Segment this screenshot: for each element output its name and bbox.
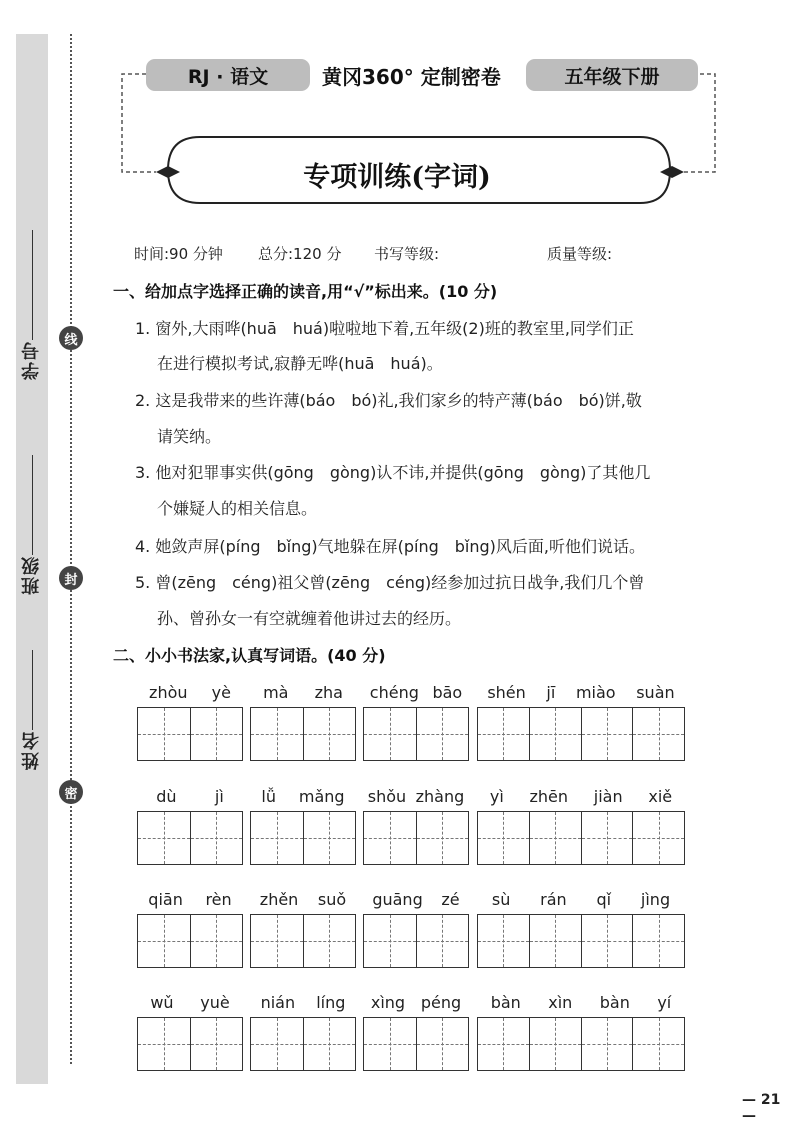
pinyin-syllable: yè — [211, 683, 231, 702]
pinyin-row — [363, 993, 469, 1012]
class-field[interactable] — [18, 455, 46, 595]
word-grid[interactable] — [137, 890, 243, 970]
pinyin-syllable: jìng — [640, 890, 671, 909]
pinyin-syllable: rán — [540, 890, 567, 909]
pinyin-row — [250, 787, 356, 806]
tianzige-grid — [250, 811, 356, 865]
pinyin-row — [250, 890, 356, 909]
pinyin-syllable: qiān — [148, 890, 183, 909]
writing-cell[interactable] — [478, 812, 529, 864]
writing-cell[interactable] — [416, 708, 469, 760]
writing-cell[interactable] — [364, 915, 416, 967]
question-5-line2: 孙、曾孙女一有空就缠着他讲过去的经历。 — [157, 609, 462, 628]
word-grid[interactable] — [250, 787, 356, 867]
tianzige-grid — [250, 707, 356, 761]
writing-cell[interactable] — [251, 1018, 303, 1070]
writing-cell[interactable] — [190, 1018, 243, 1070]
section1-title: 一、给加点字选择正确的读音,用“√”标出来。(10 分) — [113, 282, 498, 301]
time-info: 时间:90 分钟 — [134, 245, 223, 263]
name-underline — [32, 650, 33, 730]
writing-cell[interactable] — [190, 812, 243, 864]
pinyin-row — [250, 683, 356, 702]
writing-cell[interactable] — [632, 915, 684, 967]
writing-cell[interactable] — [478, 708, 529, 760]
tianzige-grid — [477, 1017, 685, 1071]
pinyin-syllable: zhēn — [529, 787, 569, 806]
writing-cell[interactable] — [138, 1018, 190, 1070]
section2-title: 二、小小书法家,认真写词语。(40 分) — [113, 646, 386, 665]
id-underline — [32, 230, 33, 340]
pinyin-row — [137, 683, 243, 702]
writing-cell[interactable] — [364, 812, 416, 864]
pinyin-syllable: bàn — [599, 993, 630, 1012]
writing-cell[interactable] — [529, 812, 581, 864]
writing-cell[interactable] — [251, 812, 303, 864]
pinyin-syllable: guāng — [372, 890, 423, 909]
writing-cell[interactable] — [303, 915, 356, 967]
writing-grade: 书写等级: — [374, 245, 440, 263]
pinyin-syllable: suàn — [636, 683, 675, 702]
question-1-line2: 在进行模拟考试,寂静无哗(huā huá)。 — [157, 354, 443, 373]
writing-cell[interactable] — [190, 915, 243, 967]
name-field[interactable] — [18, 650, 46, 770]
question-4-line1: 4. 她敛声屏(píng bǐng)气地躲在屏(píng bǐng)风后面,听他们说话。 — [135, 537, 646, 556]
id-label: 学号 — [21, 340, 42, 380]
pinyin-syllable: yuè — [200, 993, 230, 1012]
writing-cell[interactable] — [303, 1018, 356, 1070]
question-5-line1: 5. 曾(zēng céng)祖父曾(zēng céng)经参加过抗日战争,我们几个曾 — [135, 573, 645, 592]
word-grid[interactable] — [137, 683, 243, 763]
tianzige-grid — [250, 914, 356, 968]
writing-cell[interactable] — [303, 812, 356, 864]
writing-cell[interactable] — [581, 708, 633, 760]
writing-cell[interactable] — [632, 1018, 684, 1070]
tianzige-grid — [477, 707, 685, 761]
writing-cell[interactable] — [416, 812, 469, 864]
pinyin-syllable: mǎng — [298, 787, 345, 806]
name-label: 姓名 — [21, 730, 42, 770]
pinyin-row — [250, 993, 356, 1012]
pinyin-syllable: qǐ — [596, 890, 612, 909]
pinyin-row — [477, 683, 685, 702]
writing-cell[interactable] — [190, 708, 243, 760]
writing-cell[interactable] — [581, 915, 633, 967]
writing-cell[interactable] — [251, 915, 303, 967]
word-grid[interactable] — [363, 787, 469, 867]
pinyin-syllable: bàn — [490, 993, 521, 1012]
page-number: — 21 — — [742, 1092, 781, 1124]
writing-cell[interactable] — [303, 708, 356, 760]
pinyin-syllable: zé — [441, 890, 460, 909]
writing-cell[interactable] — [416, 1018, 469, 1070]
pinyin-syllable: zhòu — [149, 683, 188, 702]
pinyin-syllable: rèn — [205, 890, 232, 909]
writing-cell[interactable] — [138, 915, 190, 967]
tianzige-grid — [137, 914, 243, 968]
pinyin-syllable: nián — [260, 993, 296, 1012]
writing-cell[interactable] — [529, 708, 581, 760]
writing-cell[interactable] — [529, 915, 581, 967]
question-2-line1: 2. 这是我带来的些许薄(báo bó)礼,我们家乡的特产薄(báo bó)饼,敬 — [135, 391, 642, 410]
pinyin-syllable: bāo — [432, 683, 463, 702]
writing-cell[interactable] — [138, 812, 190, 864]
pinyin-syllable: mà — [263, 683, 289, 702]
pinyin-syllable: dù — [156, 787, 177, 806]
word-grid[interactable] — [137, 787, 243, 867]
pinyin-syllable: zhàng — [415, 787, 465, 806]
pinyin-row — [477, 890, 685, 909]
tianzige-grid — [137, 1017, 243, 1071]
pinyin-syllable: xìng — [370, 993, 406, 1012]
tianzige-grid — [477, 914, 685, 968]
tianzige-grid — [137, 811, 243, 865]
question-2-line2: 请笑纳。 — [157, 427, 222, 446]
pinyin-syllable: shén — [487, 683, 526, 702]
writing-cell[interactable] — [581, 1018, 633, 1070]
word-grid[interactable] — [250, 890, 356, 970]
pinyin-row — [477, 787, 685, 806]
writing-cell[interactable] — [416, 915, 469, 967]
tianzige-grid — [363, 707, 469, 761]
pinyin-row — [363, 787, 469, 806]
class-underline — [32, 455, 33, 555]
writing-cell[interactable] — [251, 708, 303, 760]
tianzige-grid — [363, 1017, 469, 1071]
pinyin-syllable: líng — [316, 993, 346, 1012]
tianzige-grid — [363, 811, 469, 865]
subject-badge: RJ · 语文 — [146, 59, 310, 91]
question-3-line1: 3. 他对犯罪事实供(gōng gòng)认不讳,并提供(gōng gòng)了其他几 — [135, 463, 651, 482]
word-grid[interactable] — [363, 890, 469, 970]
pinyin-syllable: chéng — [369, 683, 419, 702]
pinyin-row — [137, 787, 243, 806]
pinyin-syllable: zhěn — [259, 890, 299, 909]
writing-cell[interactable] — [632, 708, 684, 760]
word-grid[interactable] — [477, 993, 685, 1073]
question-3-line2: 个嫌疑人的相关信息。 — [157, 499, 318, 518]
word-grid[interactable] — [137, 993, 243, 1073]
writing-cell[interactable] — [478, 1018, 529, 1070]
pinyin-row — [363, 683, 469, 702]
writing-cell[interactable] — [364, 1018, 416, 1070]
student-id-field[interactable] — [18, 230, 46, 380]
page-title: 专项训练(字词) — [303, 162, 491, 193]
class-label: 班级 — [21, 555, 42, 595]
pinyin-syllable: shǒu — [367, 787, 407, 806]
word-grid[interactable] — [363, 683, 469, 763]
word-grid[interactable] — [477, 683, 685, 763]
pinyin-syllable: miào — [575, 683, 616, 702]
pinyin-row — [137, 993, 243, 1012]
writing-cell[interactable] — [364, 708, 416, 760]
pinyin-syllable: yí — [657, 993, 672, 1012]
word-grid[interactable] — [477, 787, 685, 867]
writing-cell[interactable] — [478, 915, 529, 967]
word-grid[interactable] — [250, 683, 356, 763]
seal-line-mark: 线 — [59, 326, 83, 350]
writing-cell[interactable] — [581, 812, 633, 864]
tianzige-grid — [250, 1017, 356, 1071]
pinyin-syllable: jì — [214, 787, 224, 806]
writing-cell[interactable] — [529, 1018, 581, 1070]
word-grid[interactable] — [363, 993, 469, 1073]
pinyin-row — [137, 890, 243, 909]
seal-secret-mark: 密 — [59, 780, 83, 804]
writing-cell[interactable] — [632, 812, 684, 864]
pinyin-syllable: suǒ — [317, 890, 347, 909]
pinyin-row — [363, 890, 469, 909]
series-name: 黄冈360° 定制密卷 — [322, 65, 501, 89]
pinyin-syllable: zha — [314, 683, 343, 702]
pinyin-syllable: sù — [491, 890, 511, 909]
pinyin-syllable: xiě — [648, 787, 673, 806]
tianzige-grid — [477, 811, 685, 865]
quality-grade: 质量等级: — [547, 245, 613, 263]
pinyin-syllable: jī — [546, 683, 556, 702]
pinyin-row — [477, 993, 685, 1012]
seal-seal-mark: 封 — [59, 566, 83, 590]
pinyin-syllable: yì — [489, 787, 504, 806]
tianzige-grid — [363, 914, 469, 968]
question-1-line1: 1. 窗外,大雨哗(huā huá)啦啦地下着,五年级(2)班的教室里,同学们正 — [135, 319, 634, 338]
word-grid[interactable] — [250, 993, 356, 1073]
writing-cell[interactable] — [138, 708, 190, 760]
grade-badge: 五年级下册 — [526, 59, 698, 91]
word-grid[interactable] — [477, 890, 685, 970]
pinyin-syllable: xìn — [548, 993, 573, 1012]
pinyin-syllable: jiàn — [593, 787, 623, 806]
tianzige-grid — [137, 707, 243, 761]
pinyin-syllable: lǚ — [261, 787, 277, 806]
pinyin-syllable: wǔ — [150, 993, 174, 1012]
total-score: 总分:120 分 — [258, 245, 342, 263]
pinyin-syllable: péng — [420, 993, 462, 1012]
